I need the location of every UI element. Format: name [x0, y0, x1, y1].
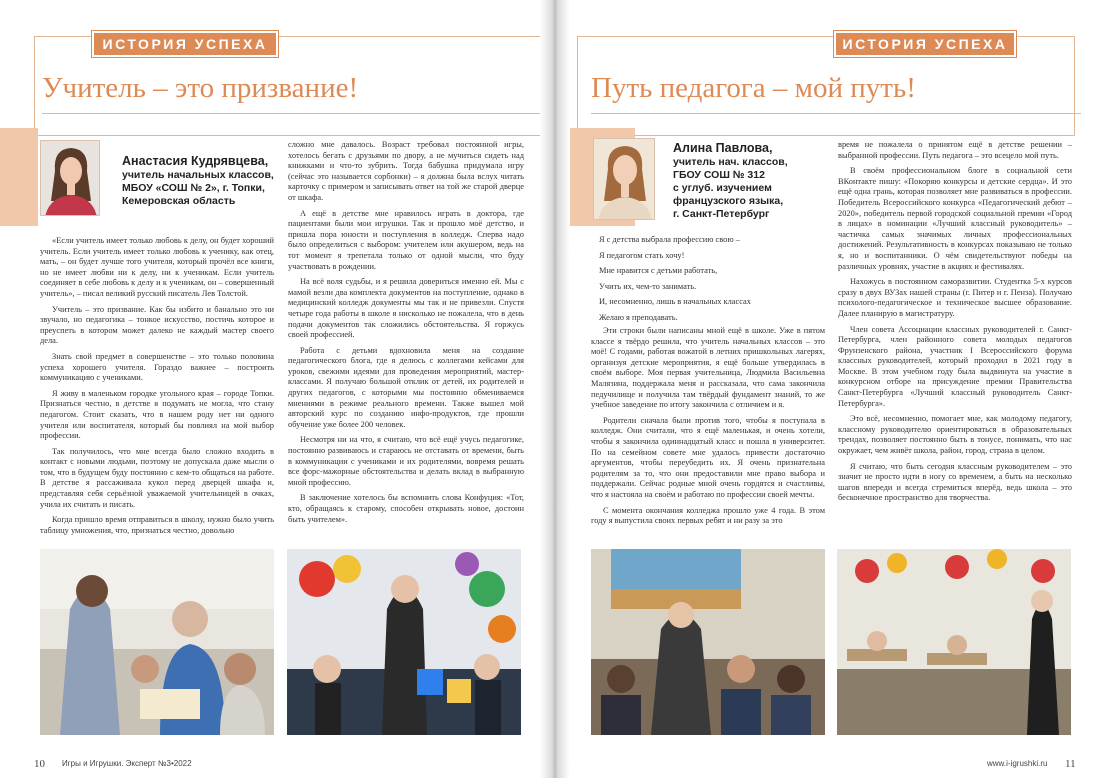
page-number: 11	[1065, 758, 1076, 770]
paragraph: В заключение хотелось бы вспомнить слова Конфуция: «Тот, кто, обращаясь к старому, способен открывать новое, достоин быть учителем».	[288, 493, 524, 524]
text-column-2	[288, 140, 524, 530]
poem-line: Желаю я преподавать.	[599, 312, 678, 322]
title-underline	[42, 113, 542, 114]
text-column-2	[838, 140, 1072, 509]
author-name: Анастасия Кудрявцева,	[122, 154, 269, 168]
title-underline	[591, 113, 1081, 114]
classroom-photo-3	[591, 549, 825, 735]
classroom-photo-1	[40, 549, 274, 735]
author-name: Алина Павлова,	[673, 141, 773, 155]
author-portrait	[593, 138, 655, 220]
paragraph: Работа с детьми вдохновила меня на создание педагогического блога, где я делюсь с коллегами кейсами для уроков, свежими идеями для проведения мероприятий, мастер-классами. Я получаю большой отклик от детей, их родителей и других педагогов, с которыми мы постоянно обмениваемся мнениями в режиме реального времени. Также вышел мой авторский курс по созданию инфо-продуктов, где прошли обучение уже более 200 человек.	[288, 345, 524, 429]
paragraph: Эти строки были написаны мной ещё в школе. Уже в пятом классе я твёрдо решила, что учитель начальных классов – это моё! С годами, работая вожатой в летних пришкольных лагерях, организуя детские мероприятия, я ещё больше утвердилась в своём выборе. Моя первая учительница, Людмила Васильевна Малязина, поддержала меня и рассказала, что сама закончила педучилище и получила там твёрдый фундамент знаний, то же учебное заведение по итогу закончила с отличием и я.	[591, 326, 825, 410]
author-position: учитель начальных классов,	[122, 169, 274, 181]
right-page	[557, 0, 1110, 778]
author-position: учитель нач. классов,	[673, 156, 788, 168]
paragraph: Я живу в маленьком городке угольного края – городе Топки. Признаться честно, в детстве я подумать не могла, что стану педагогом. Стоит сказать, что в нашем роду нет ни одного учителя или воспитателя, который бы повлиял на мой выбор профессии.	[40, 388, 274, 441]
paragraph: С момента окончания колледжа прошло уже 4 года. В этом году я выпустила своих первых ребят и ни разу за это	[591, 505, 825, 526]
paragraph: Член совета Ассоциации классных руководителей г. Санкт-Петербурга, член районного совета молодых педагогов Фрунзенского района, участник I Всероссийского форума классных руководителей, который проходил в 2021 году в Москве. В этом учебном году была выдвинута на участие в конкурсном отборе на присуждение премии Правительства Санкт-Петербурга «Лучший классный руководитель Санкт-Петербурга».	[838, 324, 1072, 408]
paragraph: В своём профессиональном блоге в социальной сети ВКонтакте пишу: «Покоряю конкурсы и детские сердца». И это ещё одна грань, которая позволяет мне развиваться в профессии. Победитель Всероссийского конкурса «Педагогический дебют – 2020», победитель первой городской социальной премии «Город в лицах» в номинации «Лучший классный руководитель» – частичка самых значимых личных профессиональных достижений. Результативность в конкурсах показываю не только я, но и воспитанники. О чём свидетельствуют победы на различных уровнях, участие в акциях и фестивалях.	[838, 166, 1072, 271]
accent-band	[0, 128, 38, 226]
paragraph: время не пожалела о принятом ещё в детстве решении – выбранной профессии. Путь педагога – это всецело мой путь.	[838, 140, 1072, 160]
text-column-1	[40, 236, 274, 541]
paragraph: Знать свой предмет в совершенстве – это только половина успеха хорошего учителя. Гораздо важнее – построить коммуникацию с учениками.	[40, 351, 274, 383]
paragraph: Нахожусь в постоянном саморазвитии. Студентка 5-х курсов сразу в двух ВУЗах нашей страны (г. Питер и г. Пенза). Получаю психолого-педагогическое и техническое высшее образование. Далее планирую в магистратуру.	[838, 277, 1072, 318]
paragraph: Несмотря ни на что, я считаю, что всё ещё учусь педагогике, постоянно развиваюсь и стараюсь не отставать от времени, быть в коммуникации с учениками и их родителями, вовремя решать все форс-мажорные обстоятельства и делать вклад в выбранную мной профессию.	[288, 435, 524, 487]
paragraph: Это всё, несомненно, помогает мне, как молодому педагогу, классному руководителю ориентироваться в образовательных трендах, позволяет постоянно быть в тонусе, понимать, что нас окружает, чем живёт школа, район, город, страна в целом.	[838, 414, 1072, 456]
text-column-1	[591, 326, 825, 532]
footer-magazine: Игры и Игрушки. Эксперт №3•2022	[62, 759, 192, 768]
author-school: ГБОУ СОШ № 312	[673, 169, 765, 181]
author-school-profile: с углуб. изучением	[673, 182, 772, 194]
author-city: г. Санкт-Петербург	[673, 208, 770, 220]
paragraph: Учитель – это призвание. Как бы избито и банально это ни звучало, но педагогика – тонкое искусство, постичь которое и преуспеть в котором может далеко не каждый мастер своего дела.	[40, 304, 274, 346]
poem-line: И, несомненно, лишь в начальных классах	[599, 297, 751, 306]
paragraph: «Если учитель имеет только любовь к делу, он будет хороший учитель. Если учитель имеет только любовь к ученику, как отец, мать, – он будет лучше того учителя, который прочёл все книги, но не имеет любви ни к делу, ни к ученикам. Если учитель соединяет в себе любовь к делу и к ученикам, он – совершенный учитель», – писал великий русский писатель Лев Толстой.	[40, 236, 274, 298]
paragraph: сложно мне давалось. Возраст требовал постоянной игры, хотелось бегать с друзьями по двору, а не мучиться сидеть над книжками и что-то зубрить. Тогда бабушка придумала игру (сейчас это называется сорбонки) – я должна была вслух читать карточку с примером и записывать ответ на той же старой дверце от шкафа.	[288, 140, 524, 202]
article-title: Путь педагога – мой путь!	[591, 72, 916, 104]
author-school-language: французского языка,	[673, 195, 784, 207]
paragraph: А ещё в детстве мне нравилось играть в доктора, где пациентами были мои игрушки. Так и прошло моё детство, и пришла пора юности и поступления в колледж. Сперва надо было определиться с выбором: учителем или акушером, ведь на тот момент я трепетала только от одной мысли, что буду участвовать в рождении.	[288, 208, 524, 271]
article-title: Учитель – это призвание!	[42, 72, 359, 104]
poem	[599, 232, 829, 325]
author-portrait	[40, 140, 100, 216]
author-block	[122, 153, 292, 208]
classroom-photo-2	[287, 549, 521, 735]
poem-line: Учить их, чем-то занимать.	[599, 281, 697, 291]
footer-website: www.i-igrushki.ru	[987, 759, 1048, 768]
section-badge: ИСТОРИЯ УСПЕХА	[834, 31, 1016, 57]
classroom-photo-4	[837, 549, 1071, 735]
book-gutter	[540, 0, 570, 778]
page-number: 10	[34, 758, 45, 770]
paragraph: Я считаю, что быть сегодня классным руководителем – это значит не просто идти в ногу со временем, а быть на несколько шагов впереди и всегда стремиться вперёд, ведь школа – это бесконечное пространство для творчества.	[838, 461, 1072, 503]
poem-line: Я с детства выбрала профессию свою –	[599, 235, 740, 244]
poem-line: Мне нравится с детьми работать,	[599, 266, 718, 275]
poem-line: Я педагогом стать хочу!	[599, 250, 685, 260]
paragraph: Так получилось, что мне всегда было сложно входить в контакт с новыми людьми, поэтому не допускала даже мысли о том, что в будущем буду постоянно с кем-то общаться на работе. В детстве я рассаживала кукол перед дверцей шкафа и, представляя себя серьёзной уважаемой учительницей в очках, учила их считать и писать.	[40, 446, 274, 509]
paragraph: На всё воля судьбы, и я решила довериться именно ей. Мы с мамой везли два комплекта документов на поступление, однако в медицинский колледж документы мы так и не привезли. Спустя четыре года работы в школе я нисколько не пожалела, что в день подачи документов так сложились обстоятельства. Я горжусь своей профессией.	[288, 277, 524, 340]
author-block	[673, 140, 833, 221]
paragraph: Когда пришло время отправиться в школу, нужно было учить таблицу умножения, что, признаться честно, довольно	[40, 515, 274, 535]
author-school: МБОУ «СОШ № 2», г. Топки,	[122, 182, 265, 194]
paragraph: Родители сначала были против того, чтобы я поступала в колледж. Они считали, что я ещё маленькая, и очень хотели, чтобы я закончила одиннадцатый класс и пошла в университет. По на семейном совете мне удалось привести достаточно аргументов, чтобы переубедить их. Я очень признательна родителям за то, что они предоставили мне право выбора и поддержали. Сейчас родные мной очень гордятся и счастливы, что я настояла на своём и работаю по профессии своей мечты.	[591, 415, 825, 499]
section-badge: ИСТОРИЯ УСПЕХА	[92, 31, 278, 57]
left-page	[0, 0, 553, 778]
author-region: Кемеровская область	[122, 195, 236, 207]
